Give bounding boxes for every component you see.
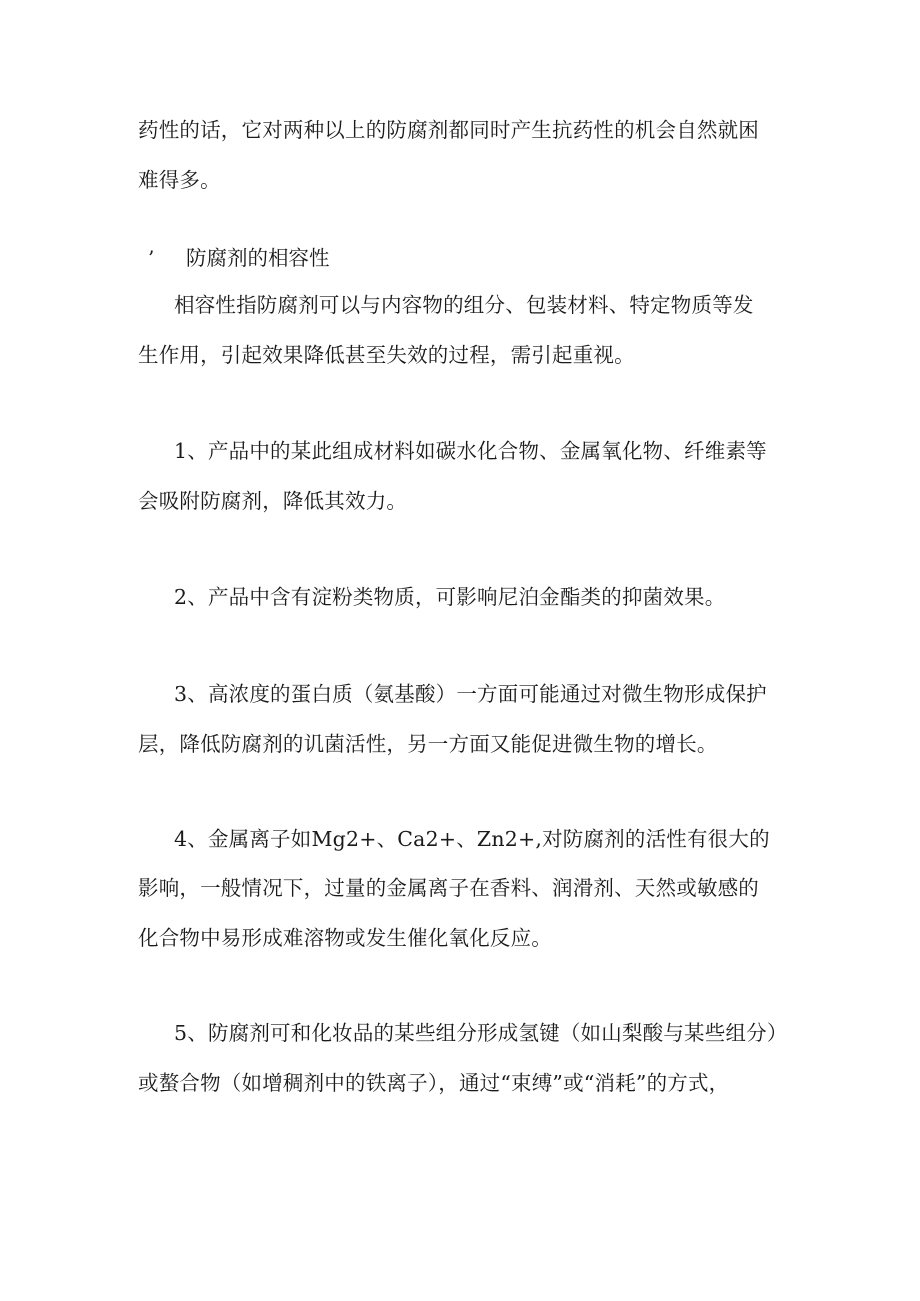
item4-line-3: 化合物中易形成难溶物或发生催化氧化反应。 bbox=[138, 926, 552, 950]
item5-line-2: 或螯合物（如增稠剂中的铁离子），通过“束缚”或“消耗”的方式， bbox=[138, 1071, 730, 1095]
item3-line-2: 层，降低防腐剂的讥菌活性，另一方面又能促进微生物的增长。 bbox=[138, 732, 718, 756]
item1-line-2: 会吸附防腐剂，降低其效力。 bbox=[138, 489, 408, 513]
item3-line-1: 3、高浓度的蛋白质（氨基酸）一方面可能通过对微生物形成保护 bbox=[174, 682, 767, 706]
section-marker: ’ bbox=[148, 246, 155, 270]
item1-line-1: 1、产品中的某此组成材料如碳水化合物、金属氧化物、纤维素等 bbox=[174, 439, 767, 463]
intro-line-1: 药性的话，它对两种以上的防腐剂都同时产生抗药性的机会自然就困 bbox=[138, 118, 759, 142]
section-title: 防腐剂的相容性 bbox=[186, 246, 330, 270]
item2-line-1: 2、产品中含有淀粉类物质，可影响尼泊金酯类的抑菌效果。 bbox=[174, 585, 726, 609]
definition-line-2: 生作用，引起效果降低甚至失效的过程，需引起重视。 bbox=[138, 343, 635, 367]
intro-line-2: 难得多。 bbox=[138, 168, 221, 192]
item4-line-1: 4、金属离子如Mg2+、Ca2+、Zn2+,对防腐剂的活性有很大的 bbox=[174, 827, 770, 851]
definition-line-1: 相容性指防腐剂可以与内容物的组分、包装材料、特定物质等发 bbox=[174, 293, 754, 317]
item4-line-2: 影响，一般情况下，过量的金属离子在香料、润滑剂、天然或敏感的 bbox=[138, 876, 759, 900]
item5-line-1: 5、防腐剂可和化妆品的某些组分形成氢键（如山梨酸与某些组分） bbox=[174, 1021, 788, 1045]
